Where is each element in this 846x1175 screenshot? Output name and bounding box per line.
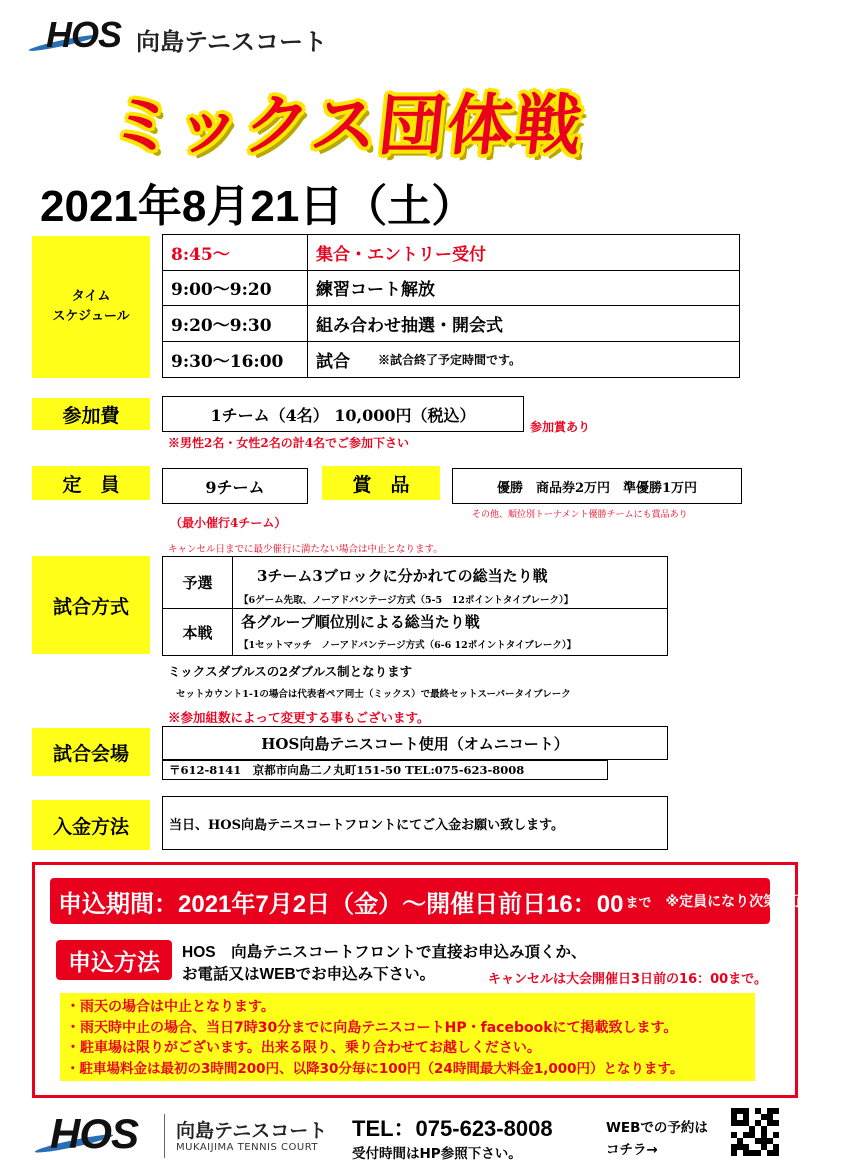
footer-web-line-2[interactable]: コチラ→ [606,1142,658,1158]
format-main-sub: 【1セットマッチ ノーアドバンテージ方式（6-6 12ポイントタイブレーク）】 [239,640,577,651]
format-label: 試合方式 [32,556,150,654]
application-period-banner [50,878,846,924]
schedule-event: 集合・エントリー受付 [308,235,739,271]
schedule-event [308,342,739,378]
format-prelim-label: 予選 [182,574,213,592]
event-date: 2021年8月21日（土） [40,182,476,231]
footer-facility-name-en: MUKAIJIMA TENNIS COURT [176,1142,319,1153]
venue-label: 試合会場 [32,728,150,776]
application-method-line-1: HOS 向島テニスコートフロントで直接お申込み頂くか、 [182,944,587,961]
qr-module [773,1150,779,1156]
format-divider [233,608,667,609]
application-cancel-note: キャンセルは大会開催日3日前の16：00まで。 [488,972,767,987]
format-note-2: セットカウント1-1の場合は代表者ペア同士（ミックス）で最終セットスーパータイブレーク [176,689,571,700]
format-prelim-text: 3チーム3ブロックに分かれての総当たり戦 [257,567,548,585]
schedule-event: 組み合わせ抽選・開会式 [308,306,739,342]
schedule-table [162,234,740,378]
header-logo-text: HOS [46,14,122,55]
schedule-label-text: タイム スケジュール [52,289,130,324]
footer-logo [34,1108,334,1164]
schedule-time: 9:30～16:00 [163,342,308,378]
footer-logo-text: HOS [50,1110,139,1157]
qr-code-icon[interactable] [731,1108,779,1156]
note-item: ・駐車場は限りがございます。出来る限り、乗り合わせてお越しください。 [66,1040,541,1056]
venue-address: 〒612-8141 京都市向島二ノ丸町151-50 TEL:075-623-8008 [162,760,608,780]
fee-side-note: 参加賞あり [530,420,591,434]
format-main-label: 本戦 [182,623,213,642]
capacity-value: 9チーム [162,468,308,504]
schedule-time: 8:45～ [163,235,308,271]
format-note-3: ※参加組数によって変更する事もございます。 [168,710,430,725]
note-item: ・駐車場料金は最初の3時間200円、以降30分毎に100円（24時間最大料金1,000円）となります。 [66,1060,684,1077]
footer-hours: 受付時間はHP参照下さい。 [352,1146,522,1162]
format-prelim-sub: 【6ゲーム先取、ノーアドバンテージ方式（5-5 12ポイントタイブレーク）】 [239,595,574,606]
header-logo [28,14,358,58]
fee-note: ※男性2名・女性2名の計4名でご参加下さい [168,436,410,450]
format-prelim-label-cell [163,557,233,609]
header-facility-name: 向島テニスコート [136,28,328,56]
capacity-note: （最小催行4チーム） [170,516,287,530]
venue-value: HOS向島テニスコート使用（オムニコート） [162,726,668,760]
prize-value: 優勝 商品券2万円 準優勝1万円 [452,468,742,504]
fee-value: 1チーム（4名） 10,000円（税込） [162,396,524,432]
format-main-label-cell [163,609,233,655]
application-method-line-2: お電話又はWEBでお申込み下さい。 [182,966,436,983]
application-period: 申込期間：2021年7月2日（金）～開催日前日16：00 [58,890,624,918]
footer-web-line-1: WEBでの予約は [606,1120,708,1136]
fee-label: 参加費 [32,398,150,430]
page-title: ミックス団体戦 [105,87,588,164]
schedule-event: 練習コート解放 [308,271,739,307]
note-item: ・雨天の場合は中止となります。 [66,999,275,1015]
capacity-label: 定 員 [32,466,150,500]
payment-value: 当日、HOS向島テニスコートフロントにてご入金お願い致します。 [162,796,668,850]
note-item: ・雨天時中止の場合、当日7時30分までに向島テニスコートHP・facebookにて掲載致します。 [66,1019,678,1036]
application-period-suffix: まで [625,895,652,911]
schedule-event-text: 試合 [316,351,350,372]
prize-label: 賞 品 [322,466,440,500]
application-period-note: ※定員になり次第終了です。 [665,894,846,910]
schedule-time: 9:00～9:20 [163,271,308,307]
footer-logo-divider [164,1114,165,1158]
payment-label: 入金方法 [32,800,150,850]
prize-note: その他、順位別トーナメント優勝チームにも賞品あり [472,510,688,520]
capacity-cancel-note: キャンセル日までに最少催行に満たない場合は中止となります。 [168,544,443,555]
format-table [162,556,668,656]
format-note-1: ミックスダブルスの2ダブルス制となります [168,664,413,679]
schedule-label [32,236,150,378]
schedule-time: 9:20～9:30 [163,306,308,342]
footer-facility-name: 向島テニスコート [176,1120,328,1142]
notes-box [60,993,755,1081]
schedule-event-note: ※試合終了予定時間です。 [378,352,522,367]
footer-tel[interactable]: TEL：075-623-8008 [352,1116,553,1141]
format-main-text: 各グループ順位別による総当たり戦 [241,613,480,631]
application-method-label: 申込方法 [56,940,172,980]
